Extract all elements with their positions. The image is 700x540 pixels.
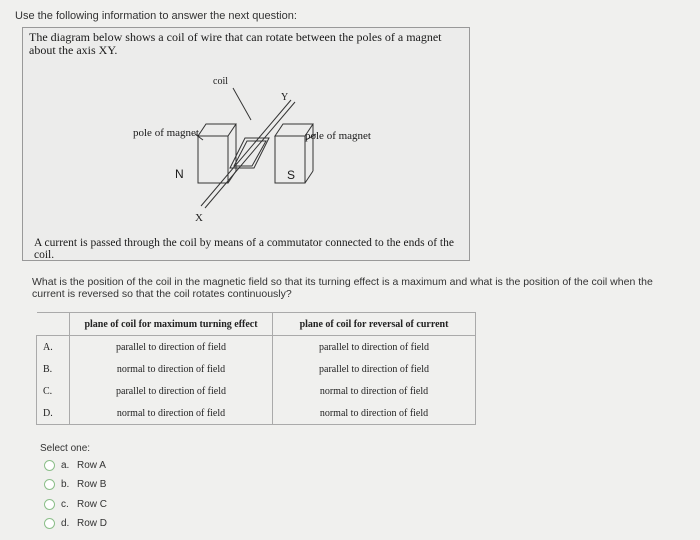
- north-pole-label: N: [175, 167, 184, 181]
- header-reversal: plane of coil for reversal of current: [273, 313, 476, 336]
- choice-row-a[interactable]: [44, 458, 106, 472]
- table-row: [37, 380, 476, 402]
- choice-row-b[interactable]: [44, 477, 106, 491]
- row-label: A.: [37, 336, 70, 359]
- left-pole-front-face: [198, 136, 228, 183]
- options-table: [36, 312, 476, 425]
- select-one-label: Select one:: [40, 443, 91, 454]
- table-cell: normal to direction of field: [273, 380, 476, 402]
- row-label: C.: [37, 380, 70, 402]
- choice-text: Row C: [77, 498, 108, 510]
- question-text: What is the position of the coil in the magnetic field so that its turning effect is a maximum and what is the position of the coil when the current is reversed so that the coil rotates continuously?: [32, 276, 653, 300]
- coil-leader: [233, 88, 251, 120]
- table-cell: normal to direction of field: [70, 358, 273, 380]
- right-pole-label: pole of magnet: [305, 130, 371, 142]
- row-label: D.: [37, 402, 70, 425]
- radio-button-a[interactable]: [44, 460, 55, 471]
- table-row: [37, 358, 476, 380]
- choice-row-d[interactable]: [44, 516, 107, 530]
- header-max-turning: plane of coil for maximum turning effect: [70, 313, 273, 336]
- table-cell: parallel to direction of field: [70, 380, 273, 402]
- row-label: B.: [37, 358, 70, 380]
- table-row: [37, 402, 476, 425]
- choice-letter: c.: [61, 498, 69, 510]
- table-cell: parallel to direction of field: [273, 358, 476, 380]
- table-cell: normal to direction of field: [70, 402, 273, 425]
- instructions-text: Use the following information to answer the next question:: [15, 10, 297, 22]
- choice-text: Row D: [77, 517, 108, 529]
- axis-xy: [201, 100, 291, 206]
- choice-text: Row B: [77, 478, 107, 490]
- table-header-row: [37, 313, 476, 336]
- coil-magnet-diagram: [23, 28, 469, 260]
- choice-text: Row A: [77, 459, 106, 471]
- radio-button-d[interactable]: [44, 518, 55, 529]
- left-pole-top-face: [198, 124, 236, 136]
- choice-letter: d.: [61, 517, 70, 529]
- south-pole-label: S: [287, 168, 296, 182]
- x-axis-label: X: [195, 212, 203, 224]
- header-blank: [37, 313, 70, 336]
- information-box: [22, 27, 470, 261]
- radio-button-c[interactable]: [44, 499, 55, 510]
- choice-row-c[interactable]: [44, 497, 107, 511]
- choice-letter: a.: [61, 459, 70, 471]
- table-cell: parallel to direction of field: [70, 336, 273, 359]
- table-cell: normal to direction of field: [273, 402, 476, 425]
- radio-button-b[interactable]: [44, 479, 55, 490]
- coil-label: coil: [213, 76, 228, 87]
- table-row: [37, 336, 476, 359]
- y-axis-label: Y: [281, 92, 289, 103]
- commutator-description: A current is passed through the coil by means of a commutator connected to the ends of the coil.: [34, 237, 454, 261]
- diagram-description: The diagram below shows a coil of wire that can rotate between the poles of a magnet about the axis XY.: [29, 30, 442, 57]
- table-cell: parallel to direction of field: [273, 336, 476, 359]
- left-pole-label: pole of magnet: [133, 127, 199, 139]
- choice-letter: b.: [61, 478, 70, 490]
